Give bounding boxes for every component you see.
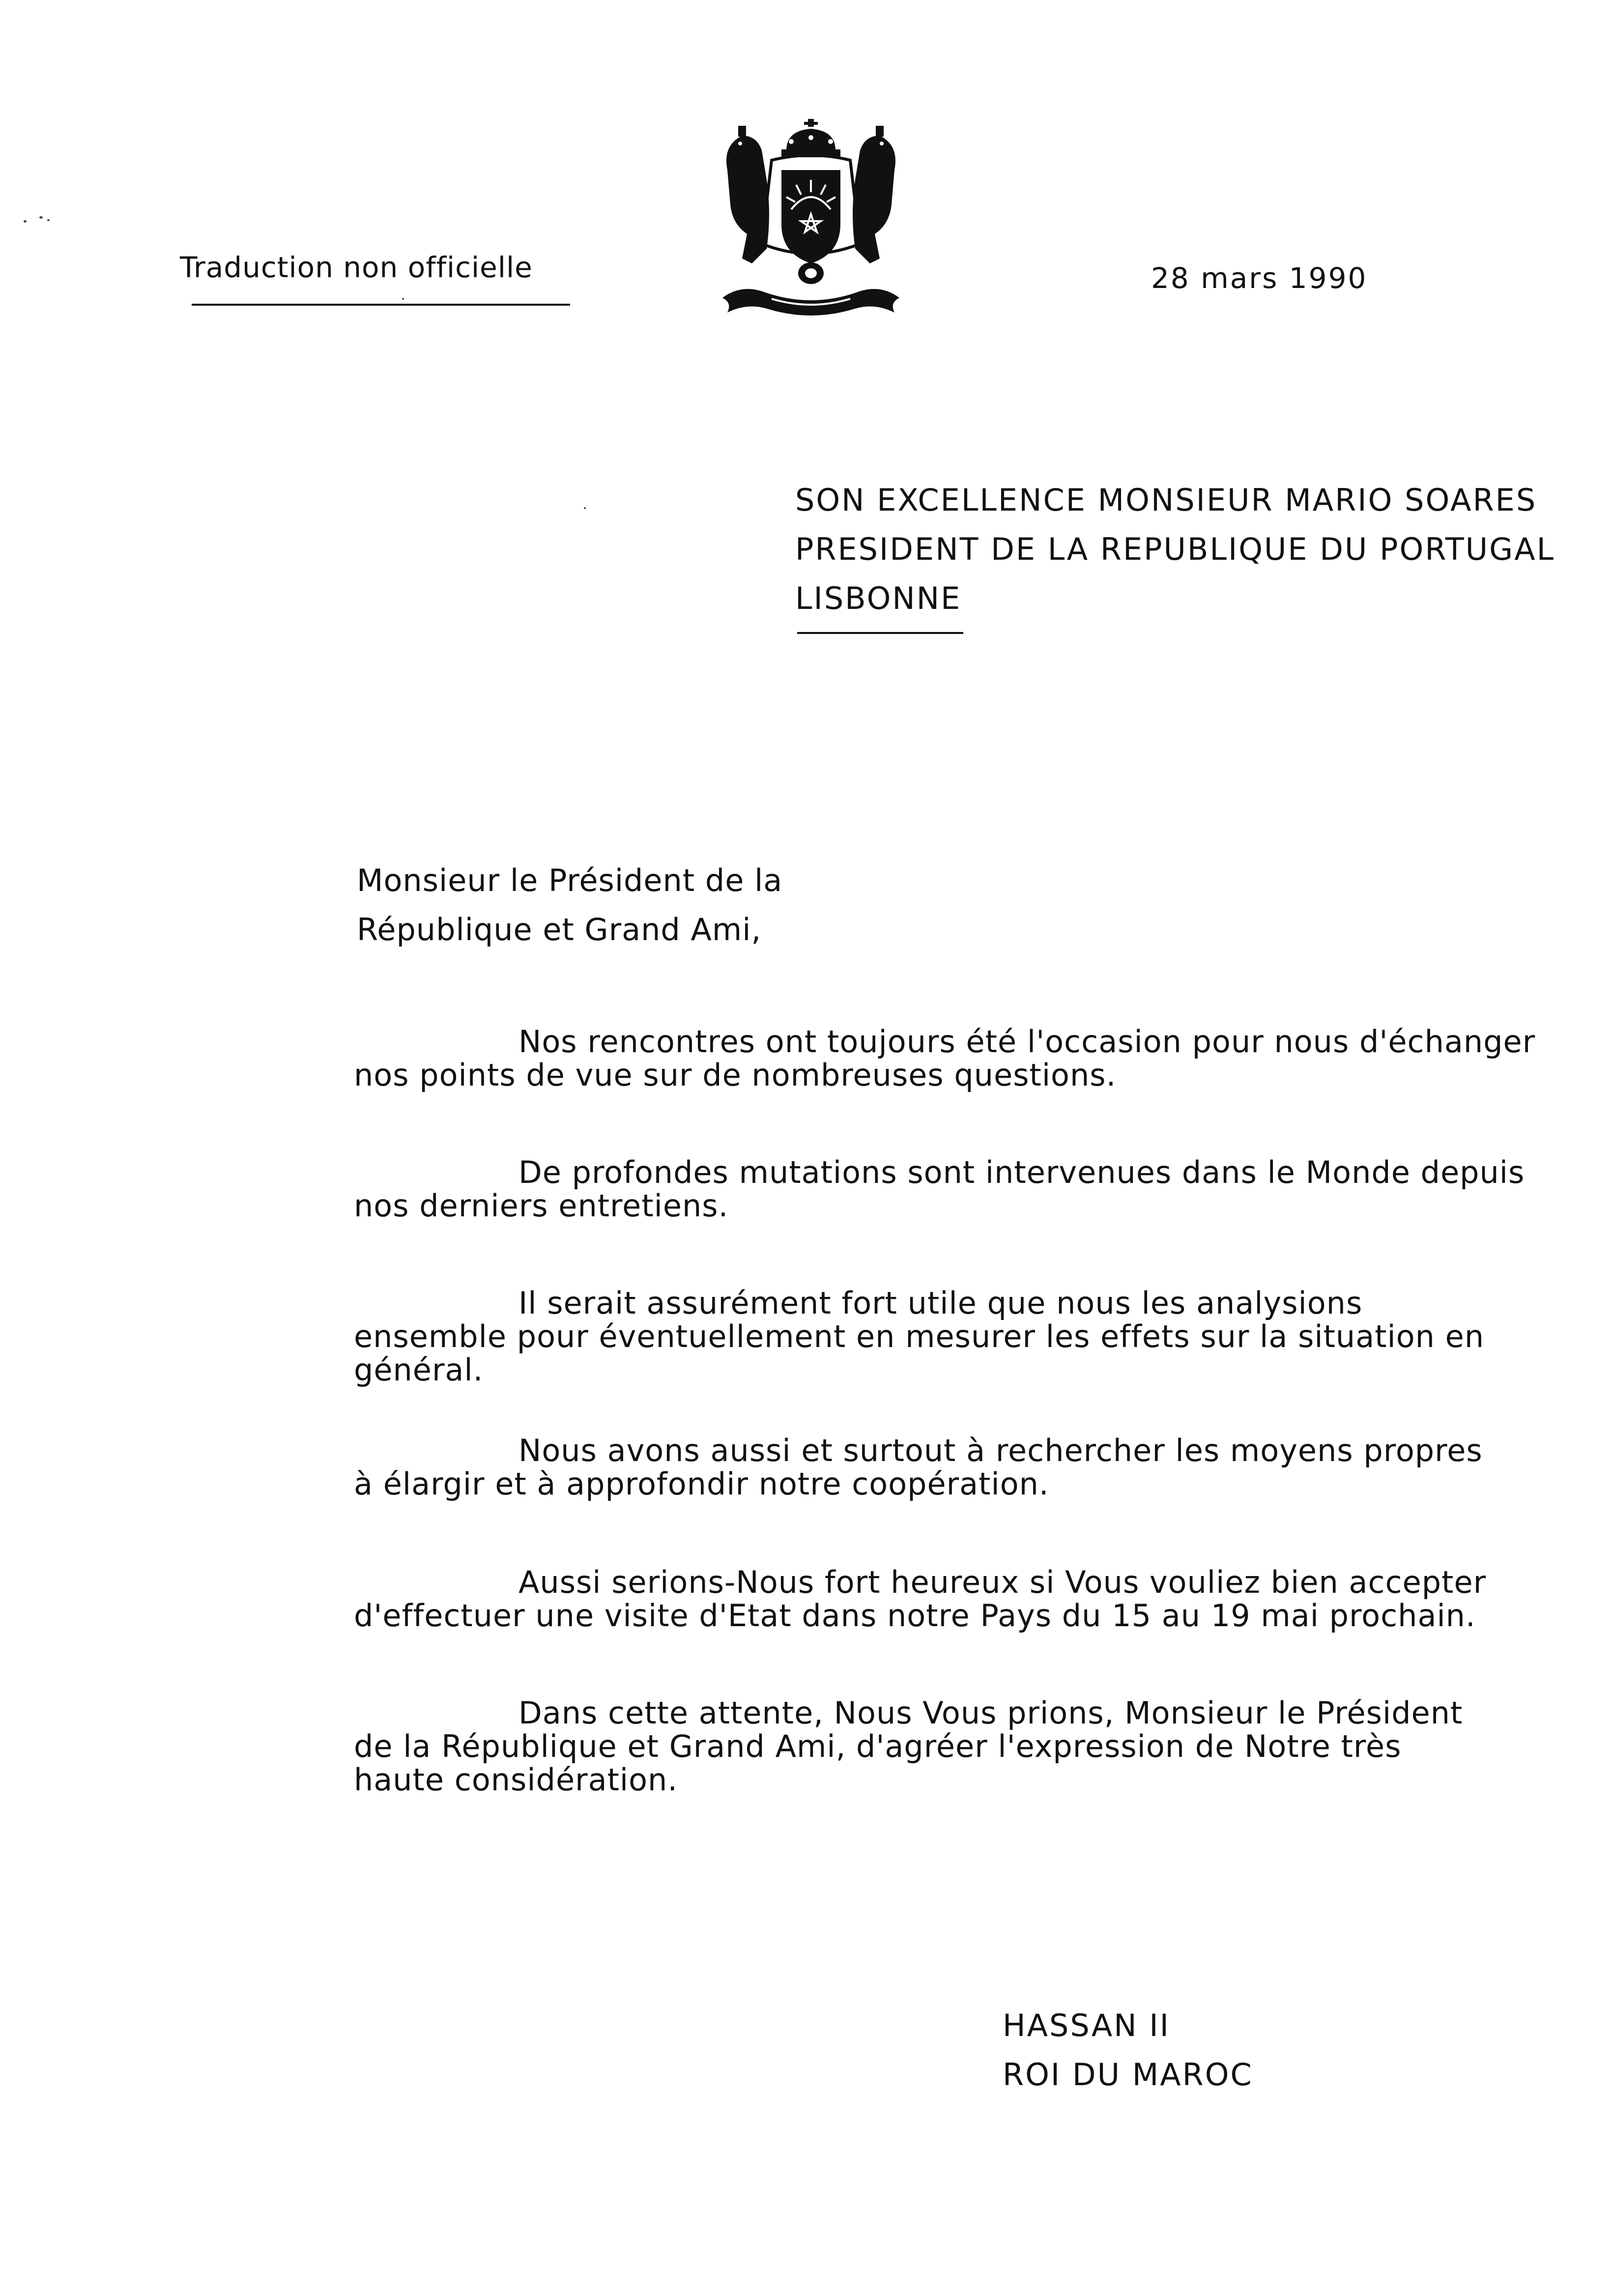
paragraph-line: Nous avons aussi et surtout à rechercher les moyens propres: [518, 1433, 1483, 1468]
addressee-block: [795, 476, 1555, 623]
paragraph-line: de la République et Grand Ami, d'agréer l'expression de Notre très: [354, 1728, 1402, 1764]
scan-speck: [39, 216, 43, 219]
addressee-city: LISBONNE: [795, 580, 962, 616]
salutation: [357, 856, 782, 954]
translation-note-underline: [192, 304, 570, 306]
body-paragraph: [354, 1025, 1553, 1092]
scan-speck: [584, 507, 586, 509]
moroccan-royal-coat-of-arms-icon: [713, 116, 909, 322]
paragraph-line: Il serait assurément fort utile que nous les analysions: [518, 1285, 1363, 1321]
body-paragraph: [354, 1287, 1553, 1387]
paragraph-line: nos points de vue sur de nombreuses questions.: [354, 1057, 1117, 1093]
body-paragraph: [354, 1434, 1553, 1501]
scan-speck: [47, 219, 50, 221]
signatory-name: HASSAN II: [1003, 2008, 1170, 2043]
addressee-underline: [797, 632, 963, 634]
scan-speck: [402, 298, 404, 300]
translation-note: Traduction non officielle: [180, 251, 533, 284]
body-paragraph: [354, 1696, 1553, 1797]
signature-block: [1003, 2001, 1253, 2099]
paragraph-line: ensemble pour éventuellement en mesurer les effets sur la situation en: [354, 1319, 1485, 1354]
scan-speck: [24, 220, 27, 223]
body-paragraph: [354, 1156, 1553, 1223]
paragraph-line: d'effectuer une visite d'Etat dans notre Pays du 15 au 19 mai prochain.: [354, 1598, 1476, 1634]
paragraph-line: Aussi serions-Nous fort heureux si Vous vouliez bien accepter: [518, 1564, 1487, 1600]
paragraph-line: général.: [354, 1352, 484, 1388]
letter-date: 28 mars 1990: [1151, 261, 1368, 295]
paragraph-line: Dans cette attente, Nous Vous prions, Monsieur le Président: [518, 1695, 1463, 1731]
salutation-line: République et Grand Ami,: [357, 912, 762, 947]
signatory-title: ROI DU MAROC: [1003, 2057, 1253, 2093]
paragraph-line: De profondes mutations sont intervenues dans le Monde depuis: [518, 1154, 1525, 1190]
paragraph-line: à élargir et à approfondir notre coopération.: [354, 1466, 1049, 1502]
addressee-line: PRESIDENT DE LA REPUBLIQUE DU PORTUGAL: [795, 531, 1555, 567]
paragraph-line: Nos rencontres ont toujours été l'occasion pour nous d'échanger: [518, 1024, 1536, 1060]
addressee-line: SON EXCELLENCE MONSIEUR MARIO SOARES: [795, 482, 1537, 518]
salutation-line: Monsieur le Président de la: [357, 862, 783, 898]
body-paragraph: [354, 1566, 1553, 1633]
paragraph-line: nos derniers entretiens.: [354, 1188, 729, 1224]
paragraph-line: haute considération.: [354, 1762, 678, 1798]
